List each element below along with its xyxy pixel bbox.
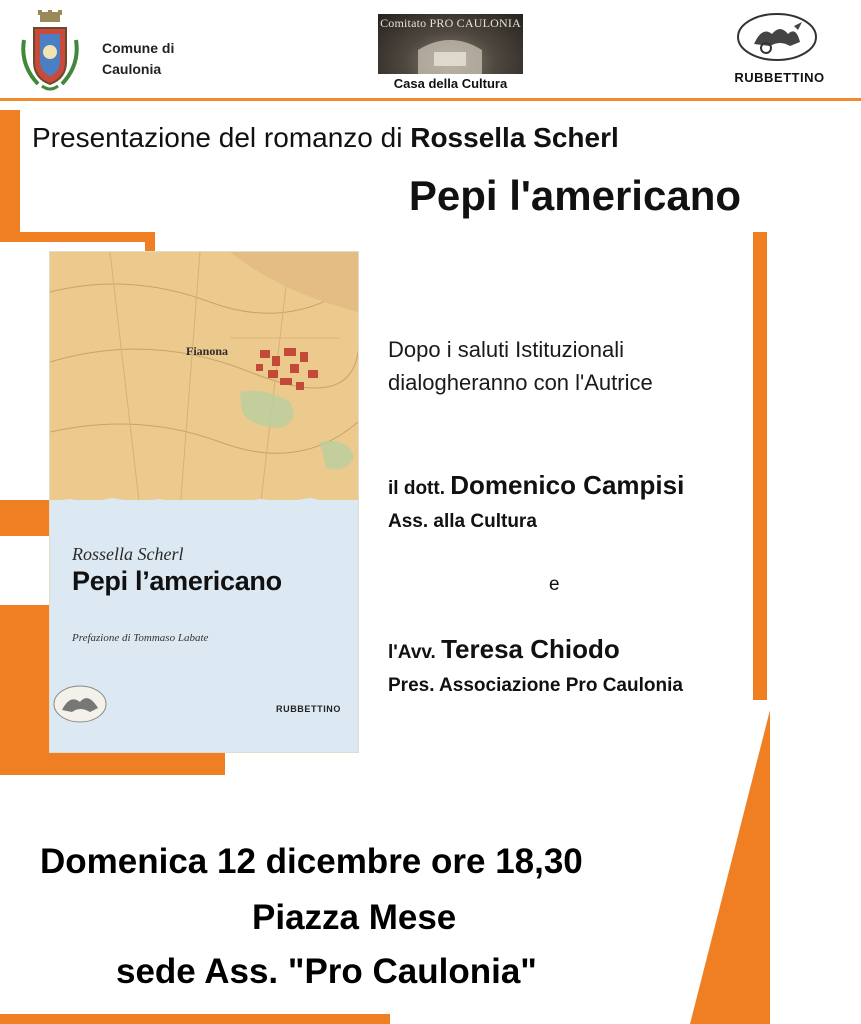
- cover-map-illustration: [50, 252, 358, 510]
- cover-map-label: Fianona: [186, 344, 229, 358]
- cover-author: Rossella Scherl: [72, 544, 184, 564]
- cover-publisher-mark-icon: [52, 684, 108, 724]
- rubbettino-logo-icon: [736, 12, 818, 62]
- speaker-2-prefix: l'Avv.: [388, 642, 436, 663]
- casa-della-cultura-caption: Casa della Cultura: [393, 76, 508, 91]
- speaker-1-name: Domenico Campisi: [450, 470, 685, 500]
- frame-bottom-under-cover: [50, 752, 225, 775]
- speaker-1-role: Ass. alla Cultura: [388, 511, 537, 532]
- book-cover: [50, 252, 358, 752]
- comune-place: Caulonia: [102, 61, 162, 77]
- book-title: Pepi l'americano: [408, 172, 741, 219]
- frame-left-bottom-block: [0, 605, 50, 775]
- intro-line-1: Dopo i saluti Istituzionali: [388, 337, 625, 362]
- rubbettino-wordmark: RUBBETTINO: [734, 70, 825, 85]
- speaker-1: [388, 470, 684, 501]
- frame-left-top-bar: [0, 110, 20, 234]
- program-intro: [388, 333, 653, 399]
- comune-coat-of-arms-icon: [18, 10, 82, 94]
- presentation-line: [32, 122, 619, 154]
- event-place: Piazza Mese: [252, 898, 457, 937]
- frame-right-vertical-bar: [753, 232, 767, 700]
- frame-right-diagonal-shape: [600, 700, 770, 1024]
- event-date-time: Domenica 12 dicembre ore 18,30: [40, 842, 583, 881]
- stone-arch-icon: [378, 30, 523, 74]
- frame-left-top-horizontal: [0, 232, 155, 242]
- cover-publisher: RUBBETTINO: [276, 704, 341, 714]
- header-divider: [0, 98, 861, 101]
- speaker-2: [388, 634, 620, 665]
- frame-bottom-left-bar: [0, 1014, 390, 1024]
- comune-label: [102, 38, 174, 80]
- comitato-label: Comitato PRO CAULONIA: [380, 16, 521, 30]
- conjunction: e: [549, 574, 560, 595]
- intro-line-2: dialogheranno con l'Autrice: [388, 370, 653, 395]
- presentation-prefix: Presentazione del romanzo di: [32, 122, 403, 153]
- comune-name: Comune di: [102, 40, 175, 56]
- frame-left-top-corner: [145, 232, 155, 254]
- speaker-1-prefix: il dott.: [388, 478, 445, 499]
- cover-preface: Prefazione di Tommaso Labate: [72, 632, 209, 644]
- casa-della-cultura-photo: [378, 14, 523, 74]
- speaker-2-name: Teresa Chiodo: [441, 634, 620, 664]
- event-venue: sede Ass. "Pro Caulonia": [116, 952, 537, 991]
- frame-left-mid-block: [0, 500, 50, 536]
- author-name: Rossella Scherl: [410, 122, 619, 153]
- cover-title: Pepi l’americano: [72, 566, 282, 596]
- speaker-2-role: Pres. Associazione Pro Caulonia: [388, 675, 683, 696]
